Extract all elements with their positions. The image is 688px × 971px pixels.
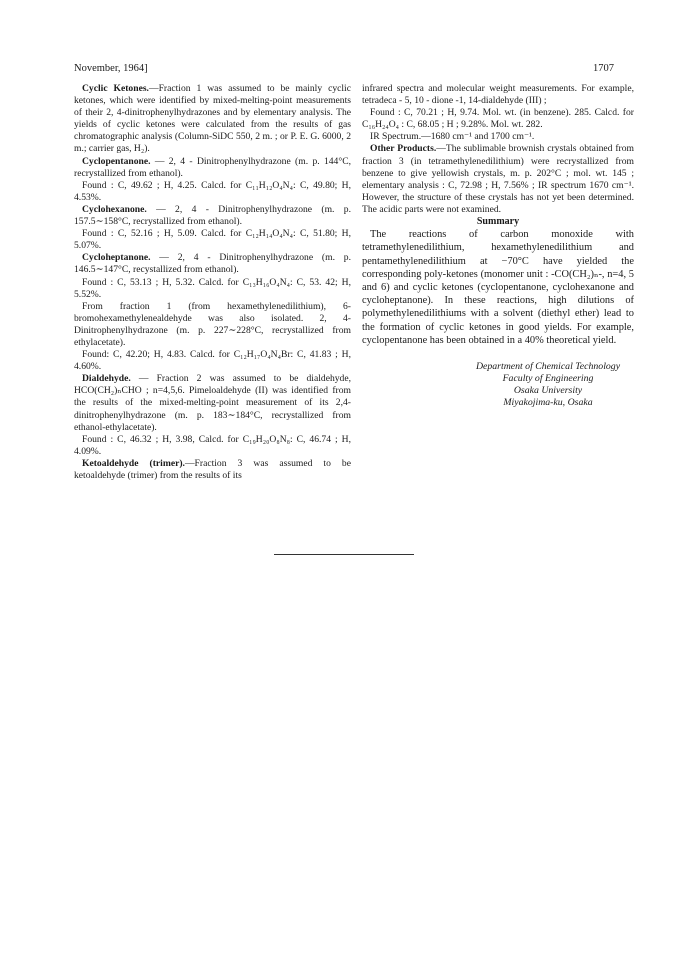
heading-cyclopentanone: Cyclopentanone. xyxy=(82,155,151,167)
left-column xyxy=(74,83,351,482)
heading-ketoaldehyde: Ketoaldehyde (trimer). xyxy=(82,457,185,469)
paragraph-cyclic-ketones: Cyclic Ketones.—Fraction 1 was assumed to be mainly cyclic ketones, which were identified by mixed-melting-point measurements of their 2, 4-dinitrophenylhydrazones and by elementary analysis. The yields of cyclic ketones were calculated from the results of gas chromatographic analysis (Column-SiDC 550, 2 m. ; or P. E. G. 6000, 2 m.; carrier gas, H₂). xyxy=(74,83,351,155)
heading-cyclic-ketones: Cyclic Ketones. xyxy=(82,83,149,94)
analysis-cyclohexanone: Found : C, 52.16 ; H, 5.09. Calcd. for C₁₂H₁₄O₄N₄: C, 51.80; H, 5.07%. xyxy=(74,228,351,252)
analysis-cyclopentanone: Found : C, 49.62 ; H, 4.25. Calcd. for C₁₁H₁₂O₄N₄: C, 49.80; H, 4.53%. xyxy=(74,179,351,203)
right-column xyxy=(362,83,634,409)
paragraph-cyclopentanone: Cyclopentanone. — 2, 4 - Dinitrophenylhydrazone (m. p. 144°C, recrystallized from ethanol). xyxy=(74,155,351,179)
affiliation-university: Osaka University xyxy=(513,384,583,396)
paragraph-dialdehyde: Dialdehyde. — Fraction 2 was assumed to be dialdehyde, HCO(CH₂)ₙCHO ; n=4,5,6. Pimeloaldehyde (II) was identified from the results of the mixed-melting-point measurement of its 2,4-dinitrophenylhydrazone (m. p. 183∼184°C, recrystallized from ethanol-ethylacetate). xyxy=(74,373,351,433)
end-rule xyxy=(274,554,414,555)
summary-text: The reactions of carbon monoxide with tetramethylenedilithium, hexamethylenedilithium and pentamethylenedilithium at −70°C have yielded the corresponding poly-ketones (monomer unit : -CO(CH₂)ₙ-, n=4, 5 and 6) and cyclic ketones (cyclopentanone, cyclohexanone and cycloheptanone). In these reactions, high dilutions of polymethylenedilithiums with a solvent (diethyl ether) lead to the formation of cyclic ketones in good yields. For example, cyclopentanone has been obtained in a 40% theoretical yield. xyxy=(362,229,634,346)
analysis-dialdehyde: Found : C, 46.32 ; H, 3.98, Calcd. for C₁₉H₂₀O₈N₈: C, 46.74 ; H, 4.09%. xyxy=(74,433,351,457)
paragraph-ketoaldehyde: Ketoaldehyde (trimer).—Fraction 3 was assumed to be ketoaldehyde (trimer) from the results of its xyxy=(74,457,351,481)
ir-spectrum: IR Spectrum.—1680 cm⁻¹ and 1700 cm⁻¹. xyxy=(370,131,535,143)
paragraph-cycloheptanone: Cycloheptanone. — 2, 4 - Dinitrophenylhydrazone (m. p. 146.5∼147°C, recystallized from ethanol). xyxy=(74,252,351,276)
heading-cycloheptanone: Cycloheptanone. xyxy=(82,252,151,264)
summary-heading: Summary xyxy=(476,216,520,228)
paragraph-ketoaldehyde-cont: infrared spectra and molecular weight measurements. For example, tetradeca - 5, 10 - dione -1, 14-dialdehyde (III) ; xyxy=(362,83,634,107)
paragraph-other-products: Other Products.—The sublimable brownish crystals obtained from fraction 3 (in tetramethylenedilithium) were recrystallized from benzene to give yellowish crystals, m. p. 202°C ; mol. wt. 145 ; elementary analysis : C, 72.98 ; H, 7.56% ; IR spectrum 1670 cm⁻¹. However, the structure of these crystals has not yet been determined. The acidic parts were not examined. xyxy=(362,143,634,215)
affiliation-department: Department of Chemical Technology xyxy=(475,360,621,372)
paragraph-cyclohexanone: Cyclohexanone. — 2, 4 - Dinitrophenylhydrazone (m. p. 157.5∼158°C, recrystallized from ethanol). xyxy=(74,203,351,228)
analysis-ketoaldehyde: Found : C, 70.21 ; H, 9.74. Mol. wt. (in benzene). 285. Calcd. for C₁₆H₂₄O₄ : C, 68.05 ; H ; 9.28%. Mol. wt. 282. xyxy=(362,107,634,131)
affiliation-address: Miyakojima-ku, Osaka xyxy=(503,396,593,408)
running-header-date: November, 1964] xyxy=(74,63,148,74)
affiliation-faculty: Faculty of Engineering xyxy=(502,372,594,384)
analysis-cycloheptanone: Found : C, 53.13 ; H, 5.32. Calcd. for C₁₃H₁₆O₄N₄: C, 53. 42; H, 5.52%. xyxy=(74,276,351,300)
heading-cyclohexanone: Cyclohexanone. xyxy=(82,203,147,215)
page-number: 1707 xyxy=(593,63,614,74)
analysis-bromo-aldehyde: Found: C, 42.20; H, 4.83. Calcd. for C₁₂H₁₇O₄N₄Br: C, 41.83 ; H, 4.60%. xyxy=(74,349,351,373)
heading-dialdehyde: Dialdehyde. xyxy=(82,373,131,385)
affiliation-block xyxy=(362,361,634,409)
heading-other-products: Other Products. xyxy=(370,143,437,155)
paragraph-bromo-aldehyde: From fraction 1 (from hexamethylenedilithium), 6-bromohexamethylenealdehyde was also isolated. 2, 4-Dinitrophenylhydrazone (m. p. 227∼228°C, recrystallized from ethylacetate). xyxy=(74,300,351,348)
